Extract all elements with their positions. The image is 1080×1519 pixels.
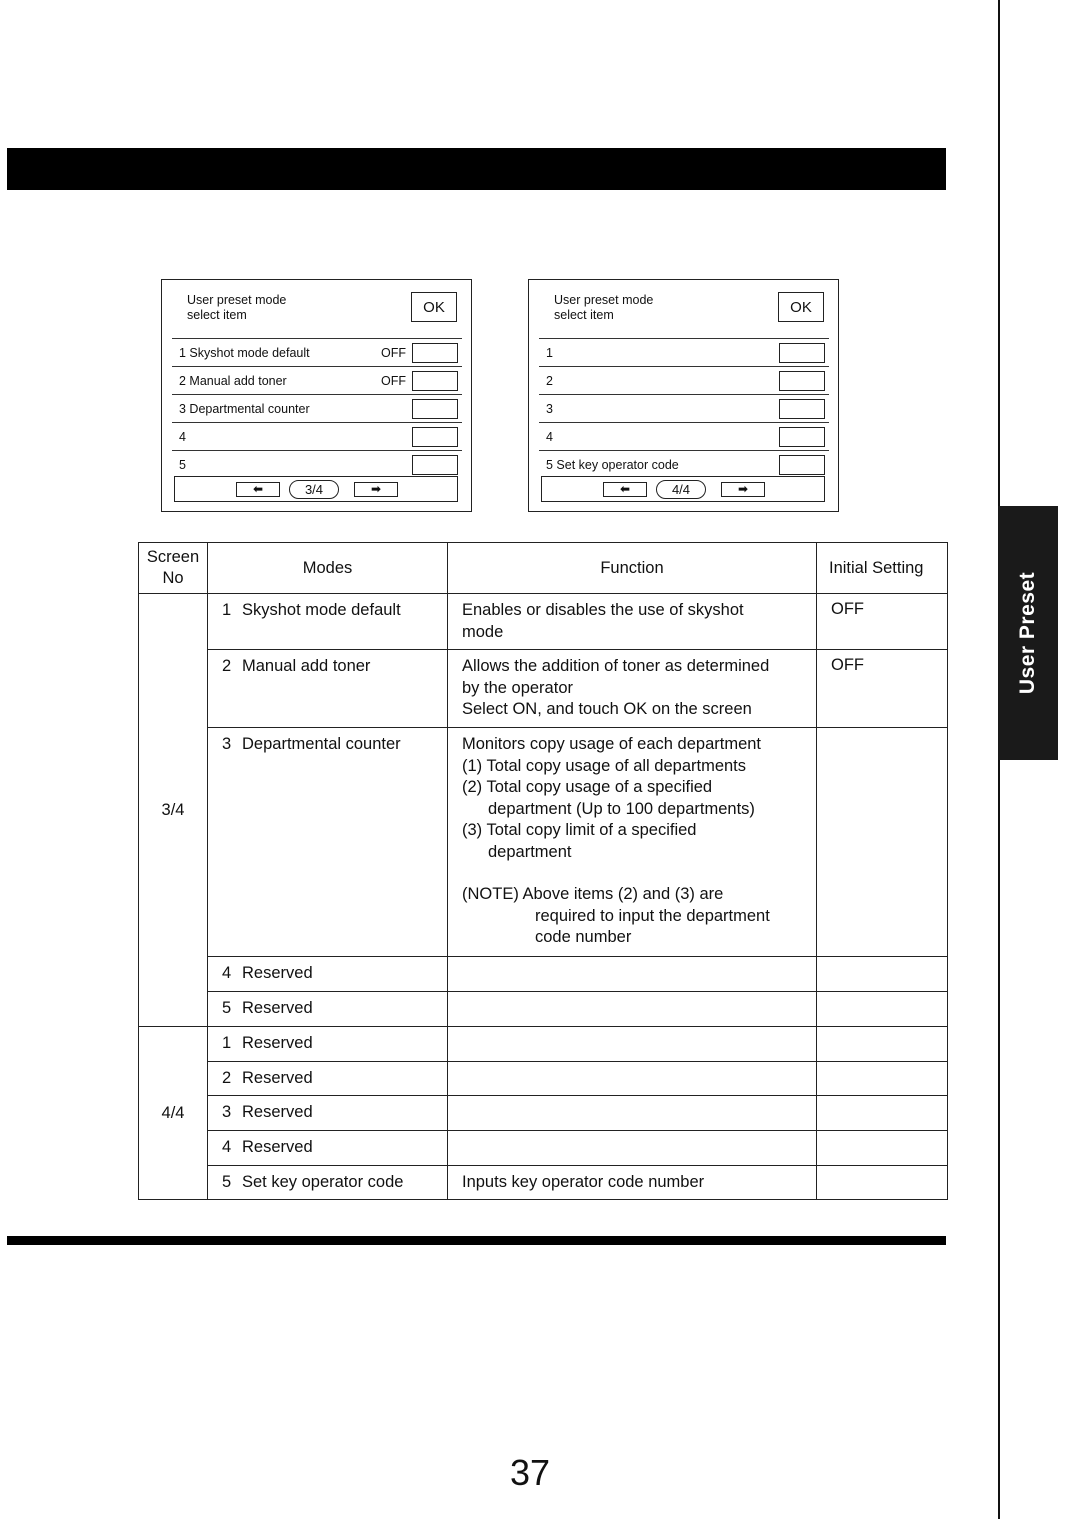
initial-cell: OFF	[817, 650, 948, 728]
prev-page-icon[interactable]: ⬅	[236, 482, 280, 497]
panel-item[interactable]	[172, 366, 462, 394]
panel-item[interactable]	[172, 338, 462, 366]
panel-item-select-box[interactable]	[779, 399, 825, 419]
panel-item-select-box[interactable]	[412, 399, 458, 419]
panel-item-select-box[interactable]	[412, 371, 458, 391]
function-cell	[448, 1062, 817, 1096]
panel-item[interactable]	[172, 450, 462, 478]
table-row	[139, 1027, 948, 1062]
initial-cell	[817, 1062, 948, 1096]
panel-item-label: 1 Skyshot mode default	[179, 346, 310, 360]
mode-cell: 4 Reserved	[208, 1131, 448, 1166]
table-row	[139, 957, 948, 992]
table-row	[139, 1166, 948, 1200]
table-row	[139, 1096, 948, 1131]
table-row	[139, 1131, 948, 1166]
panel-item-value: OFF	[381, 346, 406, 360]
mode-cell: 1 Skyshot mode default	[208, 594, 448, 650]
function-cell	[448, 957, 817, 992]
panel-item-label: 3	[546, 402, 553, 416]
footer-bar	[7, 1236, 946, 1245]
screen-number: 4/4	[139, 1027, 208, 1200]
ok-button[interactable]: OK	[778, 292, 824, 322]
function-cell: Enables or disables the use of skyshot mode	[448, 594, 817, 650]
panel-item-label: 3 Departmental counter	[179, 402, 310, 416]
panel-item-select-box[interactable]	[779, 343, 825, 363]
function-cell: Inputs key operator code number	[448, 1166, 817, 1200]
panel-item-label: 2	[546, 374, 553, 388]
table-header-row	[139, 543, 948, 594]
panel-title: User preset mode select item	[554, 293, 654, 322]
section-tab	[998, 506, 1058, 760]
function-cell: Allows the addition of toner as determined by the operator Select ON, and touch OK on the screen	[448, 650, 817, 728]
function-cell: Monitors copy usage of each department (1) Total copy usage of all departments (2) Total copy usage of a specified department (Up to 100 departments) (3) Total copy limit of a specified department (NOTE) Above items (2) and (3) are required to input the department code number	[448, 728, 817, 957]
panel-item[interactable]	[539, 338, 829, 366]
mode-cell: 5 Set key operator code	[208, 1166, 448, 1200]
panel-item-select-box[interactable]	[412, 455, 458, 475]
mode-cell: 2 Reserved	[208, 1062, 448, 1096]
next-page-icon[interactable]: ➡	[721, 482, 765, 497]
screen-panel-3-4	[161, 279, 472, 512]
panel-item[interactable]	[172, 422, 462, 450]
screen-panel-4-4	[528, 279, 839, 512]
page-navigation	[541, 476, 825, 502]
panel-item-value: OFF	[381, 374, 406, 388]
page-number: 37	[509, 1452, 551, 1493]
header-function: Function	[448, 543, 817, 594]
initial-cell	[817, 1166, 948, 1200]
header-bar	[7, 148, 946, 190]
panel-item-list	[539, 338, 829, 478]
page-navigation	[174, 476, 458, 502]
prev-page-icon[interactable]: ⬅	[603, 482, 647, 497]
initial-cell	[817, 992, 948, 1027]
section-tab-label: User Preset	[1016, 571, 1039, 695]
panel-item-select-box[interactable]	[412, 427, 458, 447]
panel-item-select-box[interactable]	[779, 427, 825, 447]
panel-item-label: 4	[546, 430, 553, 444]
panel-item[interactable]	[539, 366, 829, 394]
panel-item-select-box[interactable]	[412, 343, 458, 363]
panel-item[interactable]	[539, 450, 829, 478]
panel-item[interactable]	[539, 422, 829, 450]
initial-cell	[817, 728, 948, 957]
next-page-icon[interactable]: ➡	[354, 482, 398, 497]
mode-cell: 5 Reserved	[208, 992, 448, 1027]
page-indicator: 4/4	[656, 480, 706, 499]
function-cell	[448, 1131, 817, 1166]
table-row	[139, 728, 948, 957]
panel-item[interactable]	[539, 394, 829, 422]
header-initial-setting: Initial Setting	[817, 543, 948, 594]
mode-cell: 3 Departmental counter	[208, 728, 448, 957]
initial-cell	[817, 1096, 948, 1131]
panel-item[interactable]	[172, 394, 462, 422]
table-row	[139, 594, 948, 650]
note: (NOTE) Above items (2) and (3) are required to input the department code number	[462, 885, 770, 946]
mode-cell: 3 Reserved	[208, 1096, 448, 1131]
mode-cell: 4 Reserved	[208, 957, 448, 992]
panel-item-list	[172, 338, 462, 478]
panel-item-label: 2 Manual add toner	[179, 374, 287, 388]
header-modes: Modes	[208, 543, 448, 594]
panel-item-select-box[interactable]	[779, 455, 825, 475]
panel-item-label: 1	[546, 346, 553, 360]
initial-cell: OFF	[817, 594, 948, 650]
panel-item-label: 5 Set key operator code	[546, 458, 679, 472]
initial-cell	[817, 1131, 948, 1166]
mode-cell: 1 Reserved	[208, 1027, 448, 1062]
function-cell	[448, 1027, 817, 1062]
initial-cell	[817, 957, 948, 992]
page-indicator: 3/4	[289, 480, 339, 499]
table-row	[139, 992, 948, 1027]
table-row	[139, 650, 948, 728]
panel-item-label: 4	[179, 430, 186, 444]
mode-cell: 2 Manual add toner	[208, 650, 448, 728]
initial-cell	[817, 1027, 948, 1062]
panel-item-label: 5	[179, 458, 186, 472]
panel-title: User preset mode select item	[187, 293, 287, 322]
table-row	[139, 1062, 948, 1096]
modes-table	[138, 542, 948, 1200]
panel-item-select-box[interactable]	[779, 371, 825, 391]
ok-button[interactable]: OK	[411, 292, 457, 322]
header-screen-no: Screen No	[139, 543, 208, 594]
function-cell	[448, 1096, 817, 1131]
screen-number: 3/4	[139, 594, 208, 1027]
function-cell	[448, 992, 817, 1027]
